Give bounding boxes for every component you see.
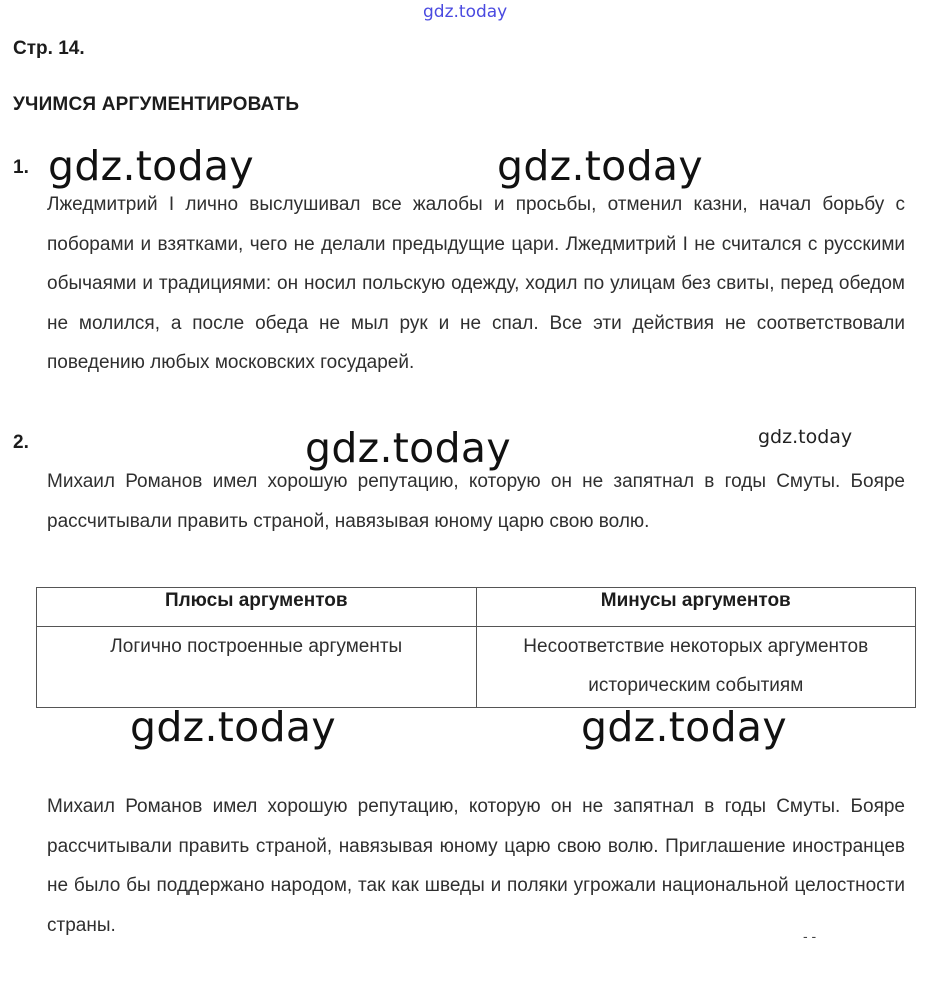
watermark-task1-left: gdz.today bbox=[48, 142, 254, 190]
watermark-task2-big: gdz.today bbox=[305, 424, 511, 472]
table-row bbox=[37, 627, 916, 708]
task-2-number: 2. bbox=[13, 432, 29, 453]
table-header-pros: Плюсы аргументов bbox=[37, 588, 477, 627]
table-cell-pros: Логично построенные аргументы bbox=[37, 627, 477, 708]
final-text: Михаил Романов имел хорошую репутацию, которую он не запятнал в годы Смуты. Бояре рассчитывали править страной, навязывая юному царю свою волю. Приглашение иностранцев не было бы поддержано народом, так как шведы и поляки угрожали национальной целостности страны. bbox=[47, 796, 905, 936]
watermark-table-right: gdz.today bbox=[581, 703, 787, 751]
table-header-row bbox=[37, 588, 916, 627]
table-header-cons: Минусы аргументов bbox=[476, 588, 916, 627]
task-1-text: Лжедмитрий I лично выслушивал все жалобы и просьбы, отменил казни, начал борьбу с поборами и взятками, чего не делали предыдущие цари. Лжедмитрий I не считался с русскими обычаями и традициями: он носил польскую одежду, ходил по улицам без свиты, перед обедом не молился, а после обеда не мыл рук и не спал. Все эти действия не соответствовали поведению любых московских государей. bbox=[47, 194, 905, 374]
table-cell-cons: Несоответствие некоторых аргументов историческим событиям bbox=[476, 627, 916, 708]
section-title: УЧИМСЯ АРГУМЕНТИРОВАТЬ bbox=[13, 94, 300, 115]
watermark-task2-small: gdz.today bbox=[758, 426, 853, 448]
task-1-number: 1. bbox=[13, 157, 29, 178]
watermark-top: gdz.today bbox=[423, 2, 508, 22]
watermark-table-left: gdz.today bbox=[130, 703, 336, 751]
watermark-task1-right: gdz.today bbox=[497, 142, 703, 190]
task-2-text: Михаил Романов имел хорошую репутацию, которую он не запятнал в годы Смуты. Бояре рассчитывали править страной, навязывая юному царю свою волю. bbox=[47, 471, 905, 532]
page-number: Стр. 14. bbox=[13, 38, 85, 59]
stray-mark: - - bbox=[803, 928, 817, 944]
arguments-table bbox=[36, 587, 916, 708]
